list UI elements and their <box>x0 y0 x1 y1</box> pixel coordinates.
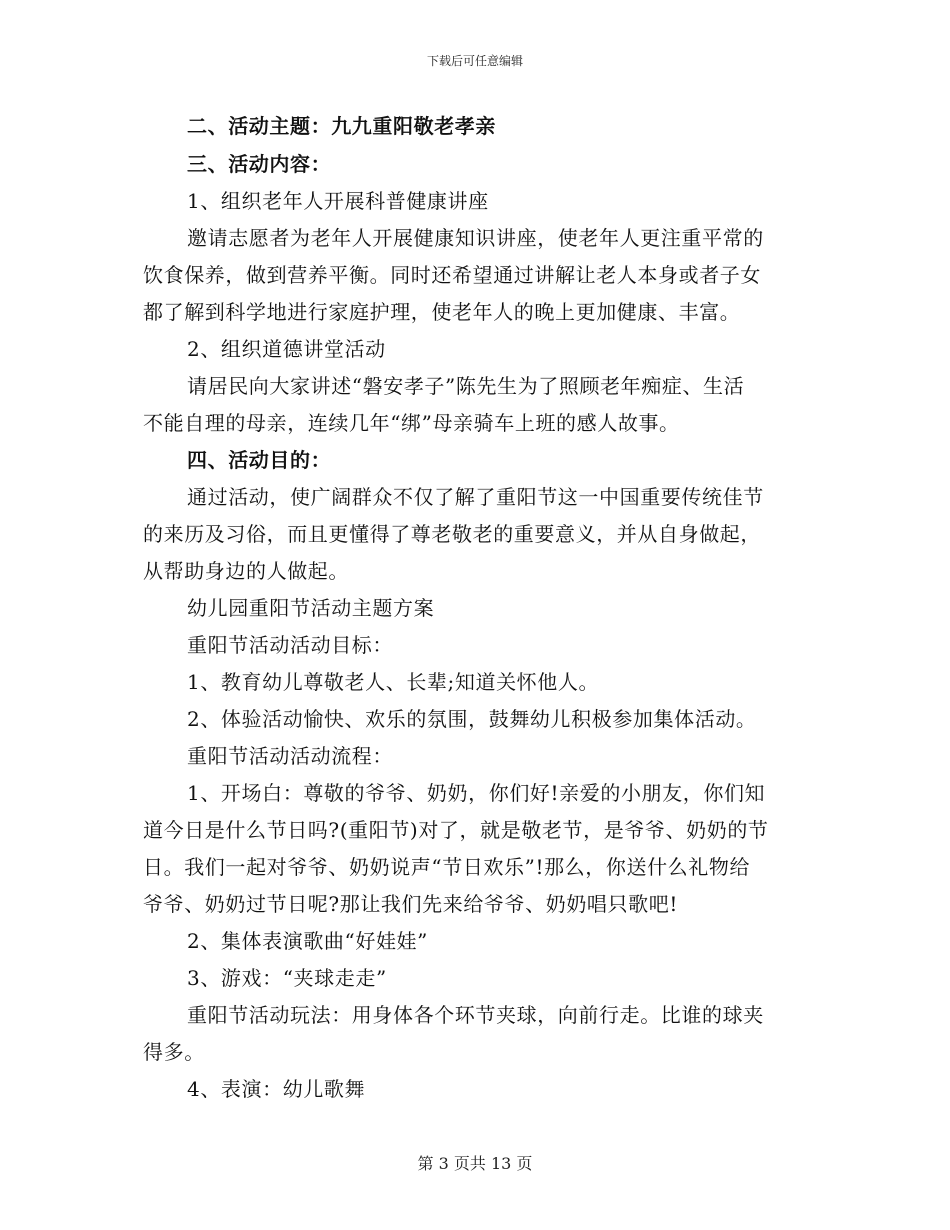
list-item: 4、表演：幼儿歌舞 <box>187 1077 366 1101</box>
paragraph-line: 请居民向大家讲述“磐安孝子”陈先生为了照顾老年痴症、生活 <box>187 374 745 398</box>
subheading-goals: 重阳节活动活动目标： <box>187 633 393 657</box>
paragraph-line: 道今日是什么节日吗?(重阳节)对了，就是敬老节，是爷爷、奶奶的节 <box>143 818 769 842</box>
list-item: 1、教育幼儿尊敬老人、长辈;知道关怀他人。 <box>187 670 600 694</box>
paragraph-line: 饮食保养，做到营养平衡。同时还希望通过讲解让老人本身或者子女 <box>143 263 761 287</box>
list-item: 2、集体表演歌曲“好娃娃” <box>187 929 428 953</box>
section-heading-theme: 二、活动主题：九九重阳敬老孝亲 <box>187 114 496 138</box>
plan-title: 幼儿园重阳节活动主题方案 <box>187 596 435 620</box>
paragraph-line: 邀请志愿者为老年人开展健康知识讲座，使老年人更注重平常的 <box>187 226 764 250</box>
subheading-process: 重阳节活动活动流程： <box>187 744 393 768</box>
paragraph-line: 不能自理的母亲，连续几年“绑”母亲骑车上班的感人故事。 <box>143 411 680 435</box>
list-item: 1、组织老年人开展科普健康讲座 <box>187 189 489 213</box>
section-heading-purpose: 四、活动目的： <box>187 448 332 472</box>
paragraph-line: 从帮助身边的人做起。 <box>143 559 349 583</box>
list-item: 3、游戏：“夹球走走” <box>187 966 387 990</box>
paragraph-line: 通过活动，使广阔群众不仅了解了重阳节这一中国重要传统佳节 <box>187 485 764 509</box>
paragraph-line: 重阳节活动玩法：用身体各个环节夹球，向前行走。比谁的球夹 <box>187 1003 764 1027</box>
paragraph-line: 爷爷、奶奶过节日呢?那让我们先来给爷爷、奶奶唱只歌吧! <box>143 892 678 916</box>
paragraph-line: 的来历及习俗，而且更懂得了尊老敬老的重要意义，并从自身做起， <box>143 522 761 546</box>
page-header: 下载后可任意编辑 <box>426 54 523 68</box>
section-heading-content: 三、活动内容： <box>187 152 332 176</box>
page-footer: 第 3 页共 13 页 <box>417 1154 533 1173</box>
paragraph-line: 得多。 <box>143 1040 205 1064</box>
list-item: 2、组织道德讲堂活动 <box>187 337 386 361</box>
list-item: 2、体验活动愉快、欢乐的氛围，鼓舞幼儿积极参加集体活动。 <box>187 707 757 731</box>
paragraph-line: 日。我们一起对爷爷、奶奶说声“节日欢乐”!那么，你送什么礼物给 <box>143 855 751 879</box>
paragraph-line: 1、开场白：尊敬的爷爷、奶奶，你们好!亲爱的小朋友，你们知 <box>187 781 766 805</box>
paragraph-line: 都了解到科学地进行家庭护理，使老年人的晚上更加健康、丰富。 <box>143 300 741 324</box>
